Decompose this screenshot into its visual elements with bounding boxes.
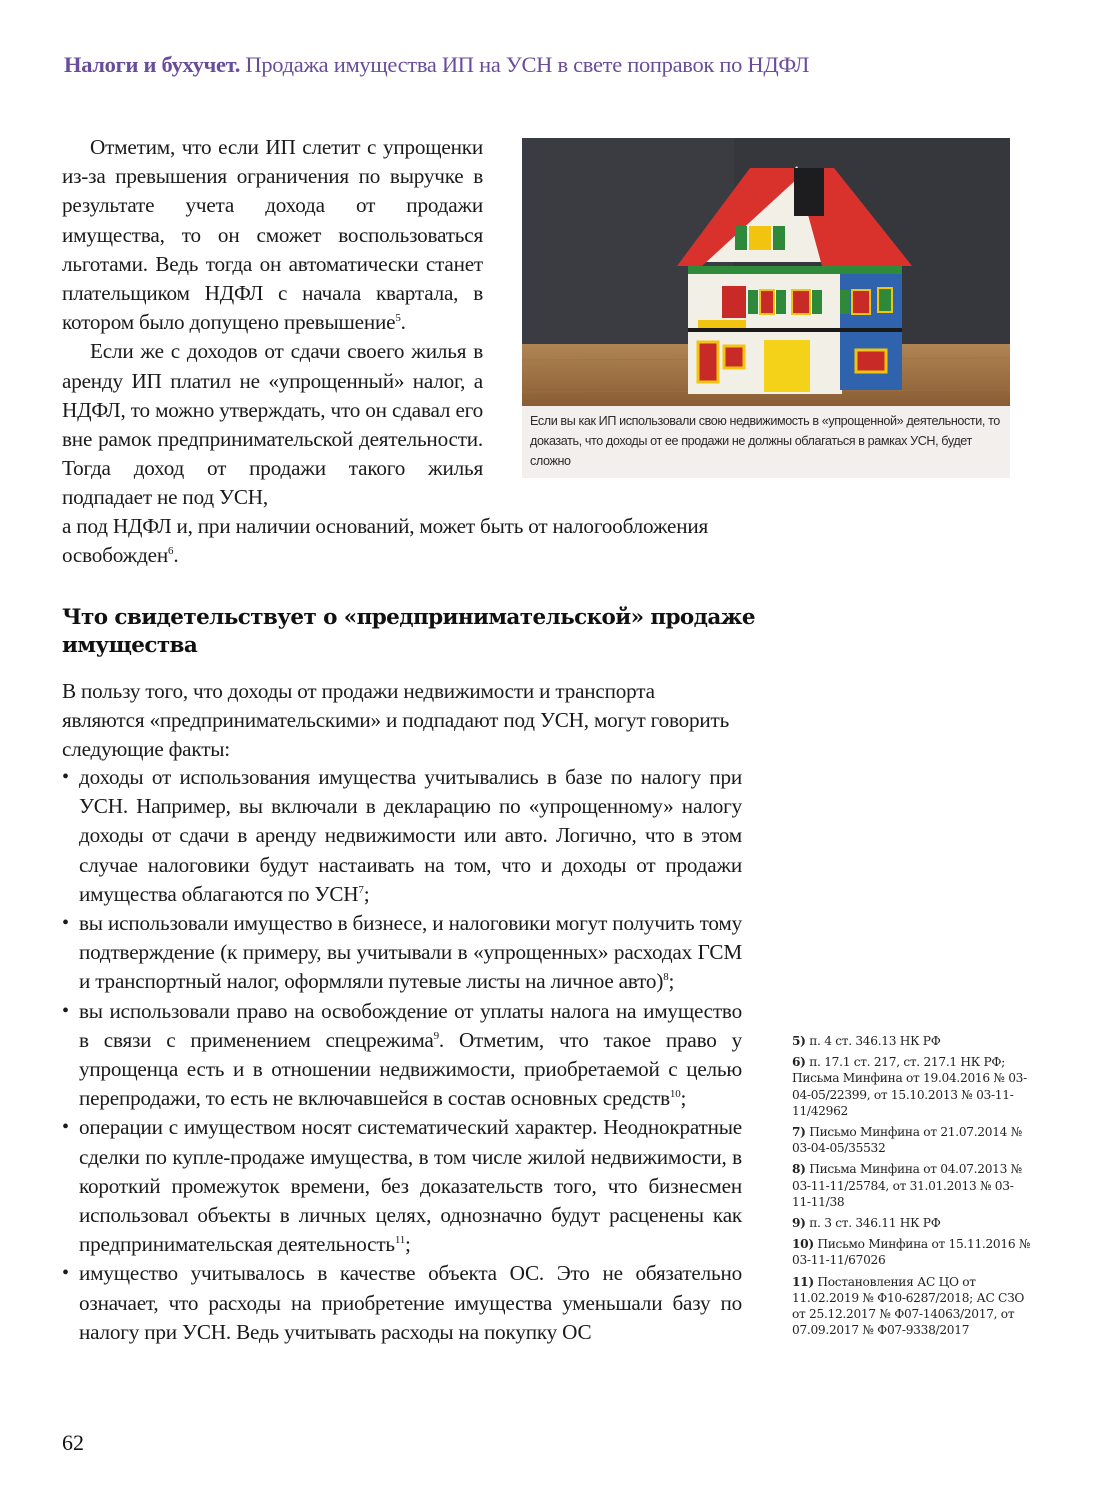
intro-paragraphs [62, 133, 483, 513]
footnote-ref[interactable]: 6 [168, 545, 174, 558]
footnote: 6) п. 17.1 ст. 217, ст. 217.1 НК РФ; Письма Минфина от 19.04.2016 № 03-04-05/22399, от 15.10.2013 № 03-11-11/42962 [792, 1055, 1027, 1118]
footnote: 7) Письмо Минфина от 21.07.2014 № 03-04-05/35532 [792, 1125, 1022, 1156]
bullet-icon: • [62, 999, 69, 1022]
footnote: 11) Постановления АС ЦО от 11.02.2019 № Ф10-6287/2018; АС СЗО от 25.12.2017 № Ф07-14063/2017, от 07.09.2017 № Ф07-9338/2017 [792, 1274, 1025, 1338]
footnote-ref[interactable]: 10 [669, 1088, 681, 1101]
bullet-icon: • [62, 912, 69, 935]
paragraph: Если же с доходов от сдачи своего жилья в аренду ИП платил не «упрощенный» налог, а НДФЛ, то можно утверждать, что он сдавал его вне рамок предпринимательской деятельности. Тогда доход от продажи такого жилья подпадает не под УСН, [62, 339, 483, 510]
running-head-title: Продажа имущества ИП на УСН в свете поправок по НДФЛ [245, 52, 810, 77]
paragraph-continuation: а под НДФЛ и, при наличии оснований, может быть от налогообложения освобожден$^6$. [62, 514, 709, 568]
footnote: 9) п. 3 ст. 346.11 НК РФ [792, 1216, 941, 1231]
footnote-ref[interactable]: 5 [395, 312, 401, 325]
section-intro: В пользу того, что доходы от продажи недвижимости и транспорта являются «предпринимательскими» и подпадают под УСН, могут говорить следующие факты: [62, 679, 730, 762]
list-item: • операции с имуществом носят систематический характер. Неоднократные сделки по купле-продаже имущества, в том числе жилой недвижимости, в короткий промежуток времени, без доказательств того, что бизнесмен использовал объекты в личных целях, однозначно будут расценены как предпринимательская деятельность$^{11}$; [62, 1115, 742, 1257]
footnote-ref[interactable]: 8 [663, 971, 669, 984]
list-item: • имущество учитывалось в качестве объекта ОС. Это не обязательно означает, что расходы на приобретение имущества уменьшали базу по налогу при УСН. Ведь учитывать расходы на покупку ОС [62, 1261, 742, 1344]
footnote: 5) п. 4 ст. 346.13 НК РФ [792, 1034, 941, 1048]
footnote-ref[interactable]: 9 [433, 1029, 439, 1042]
bullet-icon: • [62, 1116, 69, 1139]
page-number: 62 [62, 1430, 84, 1455]
footnote: 10) Письмо Минфина от 15.11.2016 № 03-11-11/67026 [792, 1237, 1031, 1268]
list-item: • вы использовали право на освобождение от уплаты налога на имущество в связи с применением спецрежима$^9$. Отметим, что такое право у упрощенца есть и в отношении недвижимости, приобретаемой с целью перепродажи, то есть не включавшейся в состав основных средств$^{10}$; [62, 998, 742, 1111]
footnote-ref[interactable]: 7 [358, 883, 364, 896]
running-head-section: Налоги и бухучет. [64, 52, 241, 77]
section-heading: Что свидетельствует о «предпринимательской» продаже имущества [62, 605, 755, 658]
running-head [64, 52, 1064, 78]
facts-list [62, 763, 742, 1347]
lego-house-photo [522, 138, 1010, 406]
list-item: • вы использовали имущество в бизнесе, и налоговики могут получить тому подтверждение (к примеру, вы учитывали в «упрощенных» расходах ГСМ и транспортный налог, оформляли путевые листы на личное авто)$^8$; [62, 911, 742, 994]
footnote-ref[interactable]: 11 [394, 1234, 406, 1247]
footnotes [792, 1033, 1032, 1343]
footnote: 8) Письма Минфина от 04.07.2013 № 03-11-11/25784, от 31.01.2013 № 03-11-11/38 [792, 1162, 1022, 1209]
list-item: • доходы от использования имущества учитывались в базе по налогу при УСН. Например, вы включали в декларацию по «упрощенному» налогу доходы от сдачи в аренду недвижимости или авто. Логично, что в этом случае налоговики будут настаивать на том, что и доходы от продажи имущества облагаются по УСН$^7$; [62, 765, 742, 906]
bullet-icon: • [62, 1262, 69, 1285]
bullet-icon: • [62, 766, 69, 788]
photo-caption: Если вы как ИП использовали свою недвижимость в «упрощенной» деятельности, то доказать, что доходы от ее продажи не должны облагаться в рамках УСН, будет сложно [530, 414, 1000, 468]
photo-figure [522, 138, 1010, 478]
house-illustration [522, 138, 1010, 406]
paragraph: Отметим, что если ИП слетит с упрощенки из-за превышения ограничения по выручке в результате учета дохода от продажи имущества, то он сможет воспользоваться льготами. Ведь тогда он автоматически станет плательщиком НДФЛ с начала квартала, в котором было допущено превышение$^5$. [62, 135, 483, 335]
